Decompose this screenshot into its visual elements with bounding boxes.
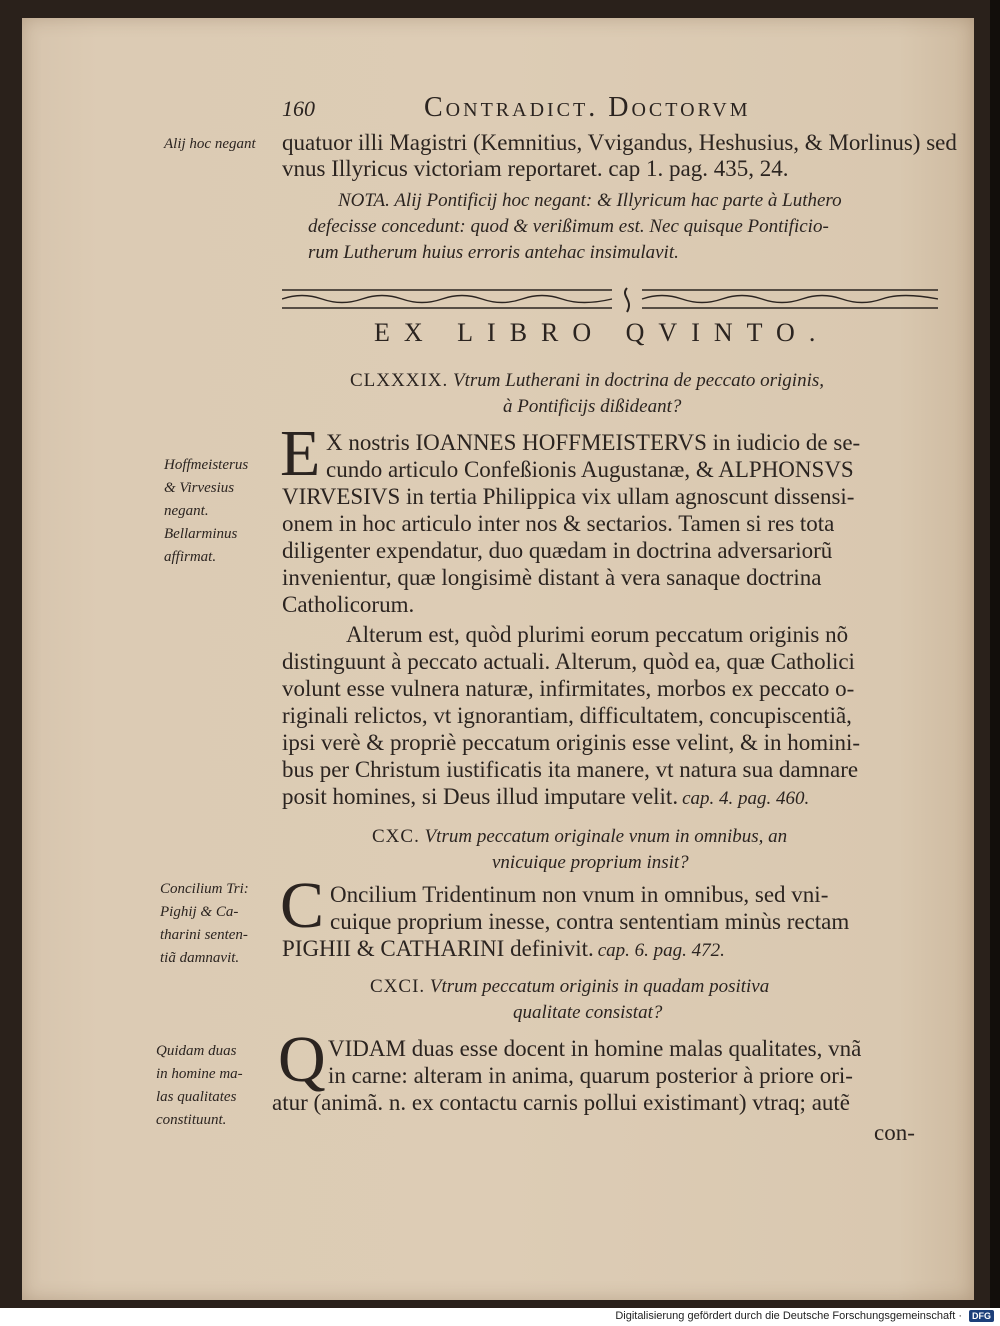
chapter-190-heading xyxy=(372,824,787,850)
ch190-line-2: cuique proprium inesse, contra sententiam minùs rectam xyxy=(330,909,850,934)
ch189-p1-line-5: diligenter expendatur, duo quædam in doctrina adversariorũ xyxy=(282,538,833,563)
margin-note-189-5: affirmat. xyxy=(164,549,217,565)
ch191-line-2: in carne: alteram in anima, quarum posterior à priore ori- xyxy=(328,1063,853,1088)
ch190-line-3: PIGHII & CATHARINI definivit. xyxy=(282,936,594,961)
ornament-divider xyxy=(282,286,938,314)
initial-letter-q: Q xyxy=(278,1023,326,1096)
ch189-p1-line-6: invenientur, quæ longisimè distant à vera sanaque doctrina xyxy=(282,565,822,590)
ch189-p2-line-6: bus per Christum iustificatis ita manere, vt natura sua damnare xyxy=(282,757,859,782)
margin-note-190-4: tiã damnavit. xyxy=(160,950,240,966)
initial-letter-c: C xyxy=(280,869,325,942)
catchword: con- xyxy=(874,1120,915,1145)
ch190-reference: cap. 6. pag. 472. xyxy=(597,940,725,961)
ch189-p2-line-5: ipsi verè & propriè peccatum originis esse velint, & in homini- xyxy=(282,730,861,755)
margin-note-190-1: Concilium Tri: xyxy=(160,881,249,897)
chapter-190-title-2: vnicuique proprium insit? xyxy=(492,852,689,873)
ch189-p2-line-7: posit homines, si Deus illud imputare velit. xyxy=(282,784,679,809)
ch189-p2-line-7-wrap xyxy=(282,784,809,811)
margin-note-191-3: las qualitates xyxy=(156,1089,237,1105)
ch190-line-3-wrap xyxy=(282,936,725,963)
page-edge-shadow xyxy=(990,0,1000,1308)
ch189-p1-line-7: Catholicorum. xyxy=(282,592,415,617)
margin-note-190-3: tharini senten- xyxy=(160,927,248,943)
margin-note-189-2: & Virvesius xyxy=(164,480,235,496)
ch191-line-3: atur (animã. n. ex contactu carnis pollui existimant) vtraq; autẽ xyxy=(272,1090,850,1115)
chapter-189-heading xyxy=(350,368,824,394)
footer-credit: Digitalisierung gefördert durch die Deutsche Forschungsgemeinschaft · xyxy=(615,1310,962,1322)
ch189-p2-line-1: Alterum est, quòd plurimi eorum peccatum originis nõ xyxy=(346,622,849,647)
margin-note-190-2: Pighij & Ca- xyxy=(160,904,239,920)
nota-line-1: NOTA. Alij Pontificij hoc negant: & Illyricum hac parte à Luthero xyxy=(338,190,842,211)
ch191-line-1: VIDAM duas esse docent in homine malas qualitates, vnã xyxy=(328,1036,862,1061)
ch189-p2-line-2: distinguunt à peccato actuali. Alterum, quòd ea, quæ Catholici xyxy=(282,649,855,674)
digitization-footer xyxy=(0,1308,1000,1326)
initial-letter-e: E xyxy=(280,417,321,490)
page-number: 160 xyxy=(282,96,315,121)
ch189-p1-line-1: X nostris IOANNES HOFFMEISTERVS in iudicio de se- xyxy=(326,430,861,455)
chapter-190-title-1: Vtrum peccatum originale vnum in omnibus, an xyxy=(424,826,788,847)
running-title: Contradict. Doctorvm xyxy=(424,92,751,123)
margin-note-189-4: Bellarminus xyxy=(164,526,238,542)
ch189-p1-line-3: VIRVESIVS in tertia Philippica vix ullam agnoscunt dissensi- xyxy=(282,484,855,509)
chapter-189-title-1: Vtrum Lutherani in doctrina de peccato originis, xyxy=(453,370,825,391)
ch189-p1-line-2: cundo articulo Confeßionis Augustanæ, & ALPHONSVS xyxy=(326,457,854,482)
chapter-191-heading xyxy=(370,974,769,1000)
ch189-p1-line-4: onem in hoc articulo inter nos & sectarios. Tamen si res tota xyxy=(282,511,835,536)
chapter-191-number: CXCI. xyxy=(370,976,426,997)
chapter-189-number: CLXXXIX. xyxy=(350,370,449,391)
dfg-logo-badge: DFG xyxy=(969,1310,994,1322)
ch189-reference: cap. 4. pag. 460. xyxy=(682,788,810,809)
margin-note-191-2: in homine ma- xyxy=(156,1066,243,1082)
book-title: EX LIBRO QVINTO. xyxy=(374,318,830,347)
chapter-189-title-2: à Pontificijs dißideant? xyxy=(503,396,682,417)
margin-note-191-1: Quidam duas xyxy=(156,1043,237,1059)
intro-line-1: quatuor illi Magistri (Kemnitius, Vvigandus, Heshusius, & Morlinus) sed xyxy=(282,130,957,155)
ch189-p2-line-4: riginali relictos, vt ignorantiam, difficultatem, concupiscentiã, xyxy=(282,703,852,728)
intro-line-2: vnus Illyricus victoriam reportaret. cap 1. pag. 435, 24. xyxy=(282,156,789,181)
margin-note-189-3: negant. xyxy=(164,503,209,519)
chapter-190-number: CXC. xyxy=(372,826,420,847)
nota-line-3: rum Lutherum huius erroris antehac insimulavit. xyxy=(308,242,679,263)
ch189-p2-line-3: volunt esse vulnera naturæ, infirmitates, morbos ex peccato o- xyxy=(282,676,855,701)
nota-line-2: defecisse concedunt: quod & verißimum est. Nec quisque Pontificio- xyxy=(308,216,829,237)
ch190-line-1: Oncilium Tridentinum non vnum in omnibus, sed vni- xyxy=(330,882,829,907)
margin-note-191-4: constituunt. xyxy=(156,1112,227,1128)
margin-note-189-1: Hoffmeisterus xyxy=(164,457,249,473)
chapter-191-title-1: Vtrum peccatum originis in quadam positiva xyxy=(429,976,770,997)
margin-note-intro: Alij hoc negant xyxy=(164,136,256,152)
chapter-191-title-2: qualitate consistat? xyxy=(513,1002,663,1023)
